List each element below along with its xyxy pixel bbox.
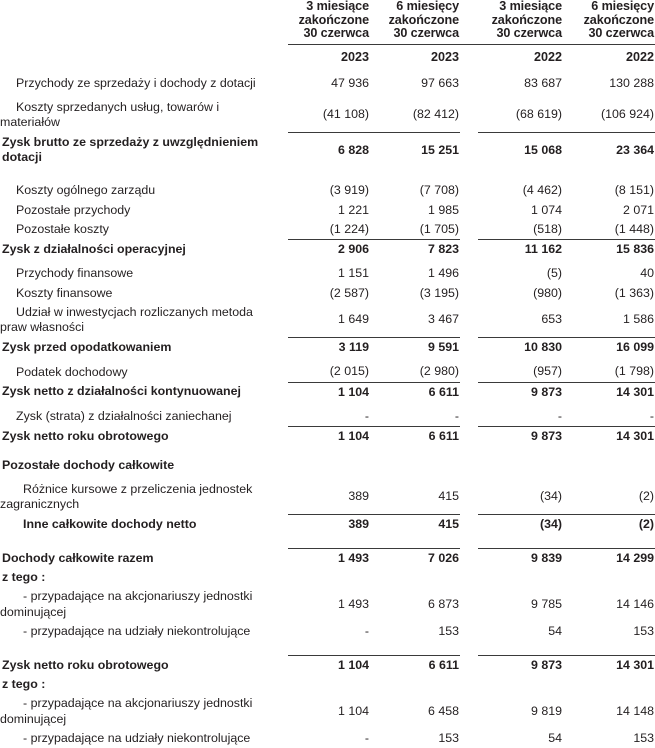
row-value-2: 7 823 xyxy=(370,240,460,260)
row-value-2: (7 708) xyxy=(419,183,459,198)
row-gap xyxy=(460,362,478,382)
row-label: Zysk przed opodatkowaniem xyxy=(2,339,172,354)
period-4-line2: zakończone xyxy=(583,12,654,27)
row-value-1: 389 xyxy=(288,515,370,535)
period-3-line3: 30 czerwca xyxy=(496,26,562,41)
table-row xyxy=(0,284,655,303)
row-gap xyxy=(460,568,478,587)
row-gap xyxy=(460,694,478,729)
row-value-4: (2) xyxy=(638,489,654,504)
row-label: Zysk z działalności operacyjnej xyxy=(2,241,186,256)
period-1-line1: 3 miesiące xyxy=(306,0,369,13)
table-row xyxy=(0,480,655,515)
row-value-2: 6 611 xyxy=(370,655,460,675)
row-value-3: 9 873 xyxy=(478,382,563,402)
row-value-2: 6 873 xyxy=(427,597,459,612)
row-gap xyxy=(460,655,478,675)
row-gap xyxy=(460,264,478,283)
header-period-3 xyxy=(478,0,563,44)
row-gap xyxy=(460,133,478,168)
row-value-2: 7 026 xyxy=(370,548,460,568)
row-value-4: (1 798) xyxy=(614,364,654,379)
row-label: Udział w inwestycjach rozliczanych metoda praw własności xyxy=(0,305,253,335)
row-value-2: 1 985 xyxy=(427,202,459,217)
period-2-line1: 6 miesięcy xyxy=(396,0,459,13)
row-gap xyxy=(460,407,478,427)
row-value-2: (2 980) xyxy=(419,364,459,379)
header-year-gap xyxy=(460,44,478,69)
row-value-4 xyxy=(563,675,655,694)
row-value-4: 16 099 xyxy=(563,338,655,358)
row-value-2: (82 412) xyxy=(412,107,459,122)
period-4-line3: 30 czerwca xyxy=(588,26,654,41)
table-row xyxy=(0,622,655,641)
row-value-4: 14 146 xyxy=(616,597,654,612)
spacer xyxy=(0,447,655,456)
row-value-4: 23 364 xyxy=(563,133,655,168)
row-label: Przychody ze sprzedaży i dochody z dotacji xyxy=(16,75,256,90)
row-value-2: (3 195) xyxy=(419,285,459,300)
row-value-2: 153 xyxy=(438,730,459,745)
row-label: Zysk (strata) z działalności zaniechanej xyxy=(16,409,232,424)
row-value-4: 153 xyxy=(633,624,654,638)
row-value-3 xyxy=(478,568,563,587)
table-row xyxy=(0,587,655,622)
row-value-1 xyxy=(288,568,370,587)
row-value-4: 40 xyxy=(640,266,654,281)
table-row xyxy=(0,729,655,748)
spacer xyxy=(0,641,655,655)
table-row xyxy=(0,407,655,427)
row-value-2: 415 xyxy=(438,489,459,504)
row-value-3: (34) xyxy=(478,515,563,535)
row-value-4: (1 363) xyxy=(614,285,654,300)
period-2-line3: 30 czerwca xyxy=(393,26,459,41)
period-3-line2: zakończone xyxy=(491,12,562,27)
row-label: Różnice kursowe z przeliczenia jednostek zagranicznych xyxy=(0,481,253,512)
row-value-1: - xyxy=(364,624,369,638)
table-section-heading xyxy=(0,456,655,475)
row-gap xyxy=(460,480,478,515)
row-value-3: 54 xyxy=(548,624,562,638)
row-value-2: 6 458 xyxy=(427,704,459,719)
header-label-cell xyxy=(0,0,288,44)
table-header-years xyxy=(0,44,655,69)
row-value-3: (34) xyxy=(539,489,562,504)
row-value-1 xyxy=(288,456,370,475)
row-gap xyxy=(460,181,478,200)
row-gap xyxy=(460,382,478,402)
row-value-1: (3 919) xyxy=(329,183,369,198)
row-value-3: 9 873 xyxy=(478,427,563,447)
row-value-1: (41 108) xyxy=(322,107,369,122)
row-label: Pozostałe przychody xyxy=(16,202,131,217)
header-year-label-cell xyxy=(0,44,288,69)
row-value-2: 9 591 xyxy=(370,338,460,358)
header-year-3: 2022 xyxy=(478,44,563,69)
row-value-4 xyxy=(563,568,655,587)
header-period-2 xyxy=(370,0,460,44)
row-value-1: - xyxy=(364,730,369,745)
row-label: Dochody całkowite razem xyxy=(2,550,154,565)
row-gap xyxy=(460,74,478,93)
table-row-total xyxy=(0,427,655,447)
table-row xyxy=(0,220,655,240)
row-value-1: 2 906 xyxy=(288,240,370,260)
row-value-4: (2) xyxy=(563,515,655,535)
row-value-3: 11 162 xyxy=(478,240,563,260)
row-value-4: 153 xyxy=(633,730,654,745)
table-row xyxy=(0,74,655,93)
row-value-4: 14 301 xyxy=(563,382,655,402)
row-value-1: 1 104 xyxy=(337,704,369,719)
row-gap xyxy=(460,201,478,220)
row-value-2: - xyxy=(454,409,459,424)
row-value-3: 9 785 xyxy=(530,597,562,612)
row-value-4 xyxy=(563,456,655,475)
row-value-3: 15 068 xyxy=(478,133,563,168)
row-value-4: 14 301 xyxy=(563,427,655,447)
row-label: Pozostałe koszty xyxy=(16,222,109,237)
row-value-1: 3 119 xyxy=(288,338,370,358)
row-value-2: 153 xyxy=(438,624,459,638)
row-value-1: 1 221 xyxy=(337,202,369,217)
row-value-1: (2 015) xyxy=(329,364,369,379)
header-year-1: 2023 xyxy=(288,44,370,69)
row-value-3: 54 xyxy=(548,730,562,745)
header-year-2: 2023 xyxy=(370,44,460,69)
table-row xyxy=(0,694,655,729)
table-row-total xyxy=(0,240,655,260)
row-label: Zysk netto z działalności kontynuowanej xyxy=(2,384,241,399)
row-value-4: - xyxy=(649,409,654,424)
header-year-4: 2022 xyxy=(563,44,655,69)
row-value-3: (5) xyxy=(546,266,562,281)
row-label: Podatek dochodowy xyxy=(16,364,128,379)
table-row-total xyxy=(0,515,655,535)
table-row-total xyxy=(0,548,655,568)
row-value-3: (980) xyxy=(533,285,562,300)
table-row xyxy=(0,264,655,283)
table-row-total xyxy=(0,382,655,402)
row-value-4: 2 071 xyxy=(622,202,654,217)
table-header-periods xyxy=(0,0,655,44)
row-value-3 xyxy=(478,675,563,694)
row-value-2: 3 467 xyxy=(427,312,459,327)
row-value-3: 653 xyxy=(541,312,562,327)
row-label: - przypadające na udziały niekontrolujące xyxy=(23,730,251,745)
row-value-1: 1 493 xyxy=(288,548,370,568)
table-row-total xyxy=(0,338,655,358)
row-value-1: (1 224) xyxy=(329,221,369,236)
table-subheading xyxy=(0,568,655,587)
row-value-4: (1 448) xyxy=(614,221,654,236)
row-gap xyxy=(460,456,478,475)
header-gap-cell xyxy=(460,0,478,44)
row-value-3 xyxy=(478,456,563,475)
table-row xyxy=(0,201,655,220)
row-label: Koszty finansowe xyxy=(16,285,113,300)
row-label: Zysk brutto ze sprzedaży z uwzględnieniem dotacji xyxy=(2,134,259,164)
row-value-2: 97 663 xyxy=(421,75,459,90)
row-gap xyxy=(460,587,478,622)
row-value-4: 1 586 xyxy=(622,312,654,327)
row-value-4: (8 151) xyxy=(614,183,654,198)
row-value-2 xyxy=(370,568,460,587)
row-gap xyxy=(460,303,478,338)
row-gap xyxy=(460,548,478,568)
row-value-1: 1 493 xyxy=(337,597,369,612)
row-gap xyxy=(460,729,478,748)
row-gap xyxy=(460,98,478,133)
row-value-4: 14 299 xyxy=(563,548,655,568)
row-value-1: 1 151 xyxy=(337,266,369,281)
table-row xyxy=(0,303,655,338)
row-value-2: 415 xyxy=(370,515,460,535)
row-label: Koszty sprzedanych usług, towarów i materiałów xyxy=(0,100,220,130)
row-value-3: 9 819 xyxy=(530,704,562,719)
row-value-3: - xyxy=(557,409,562,424)
row-label: - przypadające na akcjonariuszy jednostki dominującej xyxy=(0,589,253,619)
spacer-cell xyxy=(0,534,655,548)
row-value-1: 1 104 xyxy=(288,382,370,402)
row-label: Przychody finansowe xyxy=(16,266,134,281)
row-value-1: 1 104 xyxy=(288,427,370,447)
header-period-4 xyxy=(563,0,655,44)
row-label: Koszty ogólnego zarządu xyxy=(16,183,156,198)
row-value-1 xyxy=(288,675,370,694)
table-row xyxy=(0,98,655,133)
header-period-1 xyxy=(288,0,370,44)
period-2-line2: zakończone xyxy=(388,12,459,27)
row-value-3: (957) xyxy=(533,364,562,379)
row-value-3: 83 687 xyxy=(524,75,562,90)
period-4-line1: 6 miesięcy xyxy=(591,0,654,13)
row-label: Pozostałe dochody całkowite xyxy=(2,457,175,472)
row-value-4: (106 924) xyxy=(600,107,654,122)
period-1-line3: 30 czerwca xyxy=(303,26,369,41)
spacer xyxy=(0,167,655,181)
row-label: z tego : xyxy=(2,677,46,692)
table-row xyxy=(0,362,655,382)
row-gap xyxy=(460,240,478,260)
row-gap xyxy=(460,622,478,641)
table-row-total xyxy=(0,133,655,168)
row-value-2: 6 611 xyxy=(370,427,460,447)
row-label: - przypadające na akcjonariuszy jednostki dominującej xyxy=(0,696,253,726)
row-value-4: 130 288 xyxy=(609,75,654,90)
table-subheading xyxy=(0,675,655,694)
row-value-3: 1 074 xyxy=(530,202,562,217)
row-value-1: 1 649 xyxy=(337,312,369,327)
row-value-4: 15 836 xyxy=(563,240,655,260)
row-gap xyxy=(460,427,478,447)
spacer-cell xyxy=(0,447,655,456)
period-3-line1: 3 miesiące xyxy=(499,0,562,13)
row-value-4: 14 148 xyxy=(616,704,654,719)
row-label: - przypadające na udziały niekontrolujące xyxy=(23,624,251,638)
row-value-1: - xyxy=(364,409,369,424)
row-value-3: 9 839 xyxy=(478,548,563,568)
row-gap xyxy=(460,338,478,358)
row-value-4: 14 301 xyxy=(563,655,655,675)
spacer-cell xyxy=(0,641,655,655)
row-label: Zysk netto roku obrotowego xyxy=(2,429,169,444)
row-value-1: 6 828 xyxy=(288,133,370,168)
row-value-2 xyxy=(370,675,460,694)
spacer xyxy=(0,534,655,548)
row-gap xyxy=(460,675,478,694)
row-value-3: 10 830 xyxy=(478,338,563,358)
row-value-3: (4 462) xyxy=(522,183,562,198)
spacer-cell xyxy=(0,167,655,181)
row-label: z tego : xyxy=(2,570,46,585)
period-1-line2: zakończone xyxy=(298,12,369,27)
row-value-1: 389 xyxy=(348,489,369,504)
row-value-1: (2 587) xyxy=(329,285,369,300)
row-value-1: 1 104 xyxy=(288,655,370,675)
row-value-2: 6 611 xyxy=(370,382,460,402)
row-value-3: 9 873 xyxy=(478,655,563,675)
row-value-1: 47 936 xyxy=(331,75,369,90)
row-value-3: (518) xyxy=(533,221,562,236)
row-gap xyxy=(460,284,478,303)
row-value-2: 1 496 xyxy=(427,266,459,281)
row-value-2 xyxy=(370,456,460,475)
row-label: Zysk netto roku obrotowego xyxy=(2,657,169,672)
row-gap xyxy=(460,220,478,240)
row-gap xyxy=(460,515,478,535)
row-label: Inne całkowite dochody netto xyxy=(23,516,197,531)
row-value-3: (68 619) xyxy=(515,107,562,122)
row-value-2: 15 251 xyxy=(370,133,460,168)
table-row xyxy=(0,181,655,200)
table-row-total xyxy=(0,655,655,675)
row-value-2: (1 705) xyxy=(419,221,459,236)
